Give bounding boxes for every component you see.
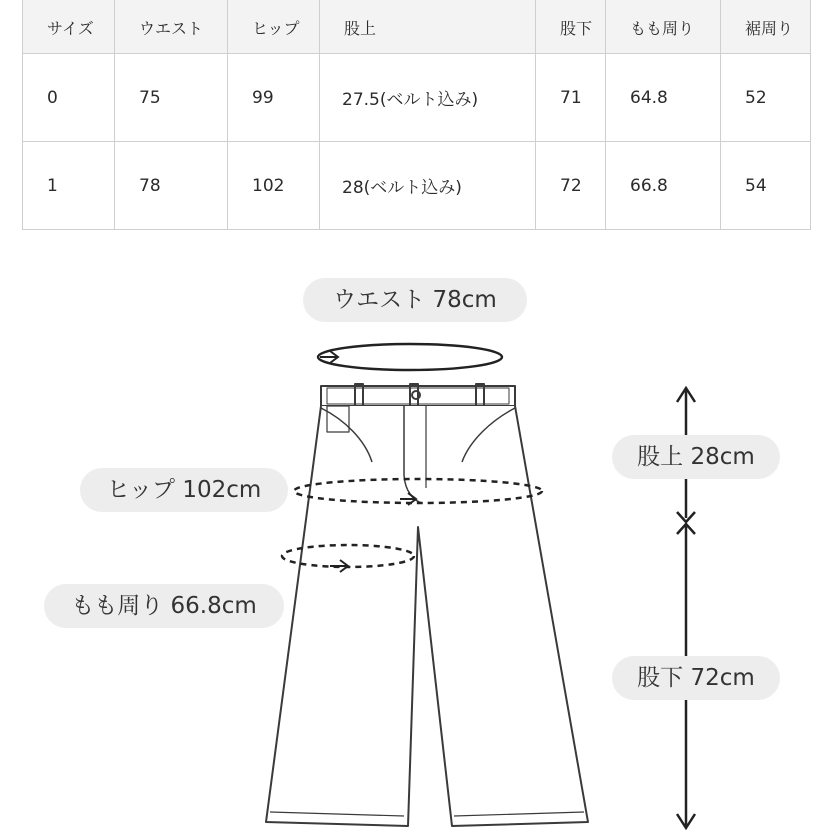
header-hem: 裾周り (721, 0, 811, 54)
header-inseam: 股下 (536, 0, 606, 54)
cell-inseam: 72 (536, 142, 606, 230)
cell-inseam: 71 (536, 54, 606, 142)
cell-thigh: 66.8 (606, 142, 721, 230)
cell-rise: 27.5(ベルト込み) (320, 54, 536, 142)
cell-size: 1 (23, 142, 115, 230)
waist-measure-ellipse (318, 344, 502, 370)
cell-waist: 78 (115, 142, 228, 230)
rise-label: 股上 28cm (612, 435, 780, 479)
header-thigh: もも周り (606, 0, 721, 54)
thigh-label: もも周り 66.8cm (44, 584, 284, 628)
cell-hip: 102 (228, 142, 320, 230)
cell-rise: 28(ベルト込み) (320, 142, 536, 230)
cell-hip: 99 (228, 54, 320, 142)
waist-label: ウエスト 78cm (303, 278, 527, 322)
header-size: サイズ (23, 0, 115, 54)
header-waist: ウエスト (115, 0, 228, 54)
hip-label: ヒップ 102cm (80, 468, 288, 512)
cell-hem: 52 (721, 54, 811, 142)
pants-outline (266, 406, 588, 826)
cell-thigh: 64.8 (606, 54, 721, 142)
header-rise: 股上 (320, 0, 536, 54)
header-hip: ヒップ (228, 0, 320, 54)
pants-illustration (266, 384, 588, 826)
cell-size: 0 (23, 54, 115, 142)
cell-hem: 54 (721, 142, 811, 230)
cell-waist: 75 (115, 54, 228, 142)
inseam-label: 股下 72cm (612, 656, 780, 700)
